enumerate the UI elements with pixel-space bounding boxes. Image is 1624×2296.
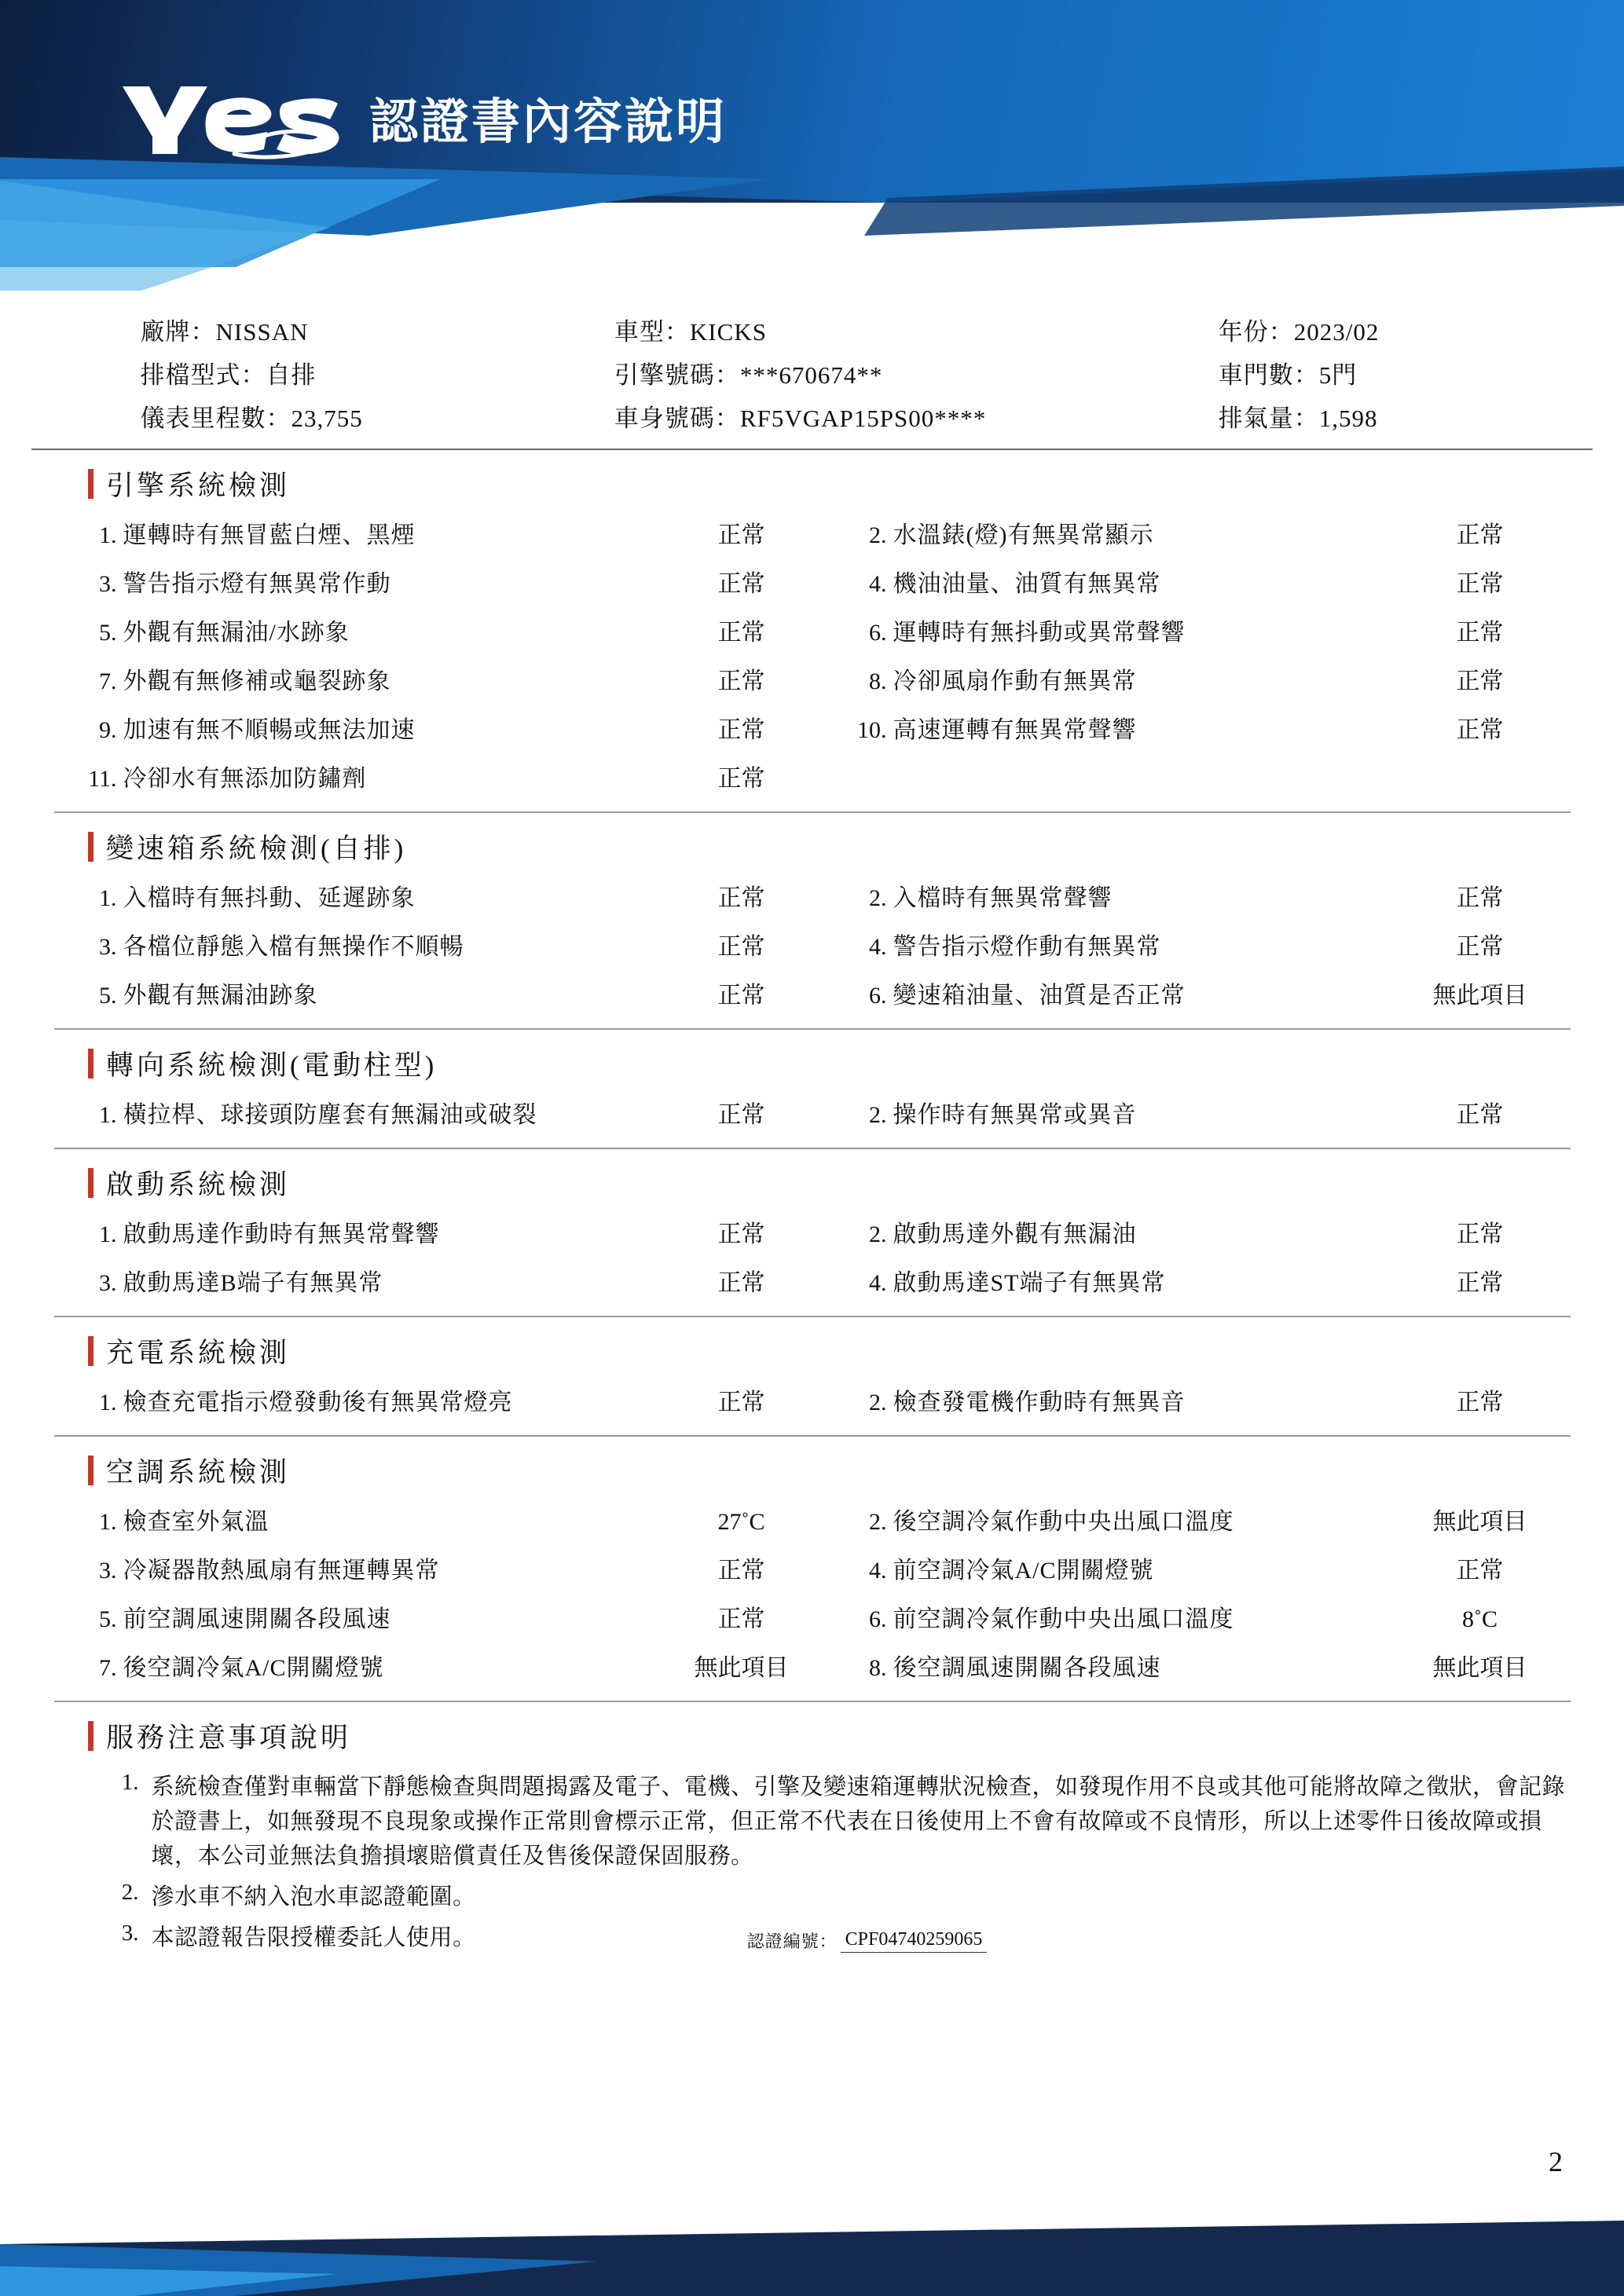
vehicle-info-row bbox=[54, 394, 1571, 438]
item-label: 機油油量、油質有無異常 bbox=[893, 571, 1161, 597]
section-header-engine bbox=[88, 464, 1593, 504]
item-label: 檢查室外氣溫 bbox=[123, 1509, 269, 1535]
item-number: 2. bbox=[869, 1509, 887, 1535]
check-item bbox=[54, 661, 824, 696]
item-row bbox=[54, 508, 1571, 557]
item-number: 7. bbox=[99, 668, 117, 694]
page-header bbox=[0, 0, 1624, 291]
item-number: 4. bbox=[869, 1558, 887, 1584]
page-number: 2 bbox=[1549, 2146, 1563, 2177]
item-label: 啟動馬達外觀有無漏油 bbox=[893, 1221, 1137, 1247]
item-label: 變速箱油量、油質是否正常 bbox=[893, 983, 1186, 1009]
item-value: 正常 bbox=[717, 934, 765, 960]
section-accent-bar bbox=[88, 832, 93, 862]
item-label: 運轉時有無冒藍白煙、黑煙 bbox=[123, 522, 416, 548]
item-label: 檢查發電機作動時有無異音 bbox=[893, 1390, 1186, 1415]
item-number: 3. bbox=[99, 1270, 117, 1296]
section-items-steering bbox=[54, 1088, 1571, 1149]
item-value: 無此項目 bbox=[1432, 983, 1527, 1009]
item-number: 5. bbox=[99, 983, 117, 1009]
check-item bbox=[54, 613, 824, 647]
section-items-engine bbox=[54, 508, 1571, 813]
section-title: 空調系統檢測 bbox=[106, 1457, 291, 1488]
item-label: 前空調冷氣作動中央出風口溫度 bbox=[893, 1606, 1234, 1632]
note-number: 3. bbox=[121, 1921, 139, 1946]
item-value: 正常 bbox=[717, 885, 765, 911]
note-text: 滲水車不納入泡水車認證範圍。 bbox=[151, 1884, 476, 1910]
item-number: 4. bbox=[869, 571, 887, 597]
check-item bbox=[824, 1599, 1571, 1634]
check-item bbox=[824, 976, 1571, 1010]
item-label: 啟動馬達ST端子有無異常 bbox=[893, 1270, 1166, 1296]
item-label: 後空調風速開關各段風速 bbox=[893, 1655, 1161, 1681]
check-item bbox=[54, 1382, 824, 1417]
section-title: 充電系統檢測 bbox=[106, 1338, 291, 1368]
item-value: 正常 bbox=[717, 983, 765, 1009]
section-header-notes bbox=[88, 1716, 1593, 1756]
item-value: 正常 bbox=[1456, 1270, 1504, 1296]
item-value: 正常 bbox=[1456, 1558, 1504, 1584]
item-value: 正常 bbox=[1456, 934, 1504, 960]
item-number: 4. bbox=[869, 1270, 887, 1296]
item-number: 6. bbox=[869, 983, 887, 1009]
section-title: 啟動系統檢測 bbox=[106, 1170, 291, 1200]
section-header-starter bbox=[88, 1163, 1593, 1203]
note-item bbox=[54, 1767, 1571, 1877]
item-label: 各檔位靜態入檔有無操作不順暢 bbox=[123, 934, 464, 960]
check-item bbox=[824, 564, 1571, 599]
section-items-charging bbox=[54, 1375, 1571, 1437]
item-number: 3. bbox=[99, 934, 117, 960]
item-label: 檢查充電指示燈發動後有無異常燈亮 bbox=[123, 1390, 513, 1415]
check-item bbox=[54, 1648, 824, 1683]
item-value: 正常 bbox=[1456, 522, 1504, 548]
note-text: 系統檢查僅對車輛當下靜態檢查與問題揭露及電子、電機、引擎及變速箱運轉狀況檢查，如發現作用不良或其他可能將故障之徵狀，會記錄於證書上，如無發現不良現象或操作正常則會標示正常，但正常不代表在日後使用上不會有故障或不良情形，所以上述零件日後故障或損壞，本公司並無法負擔損壞賠償責任及售後保證保固服務。 bbox=[151, 1774, 1566, 1869]
item-value: 正常 bbox=[1456, 1390, 1504, 1415]
item-number: 1. bbox=[99, 885, 117, 911]
vehicle-info-block bbox=[31, 308, 1593, 450]
vehicle-info-row bbox=[54, 351, 1571, 394]
item-value: 正常 bbox=[1456, 571, 1504, 597]
note-text: 本認證報告限授權委託人使用。 bbox=[151, 1925, 476, 1951]
check-item bbox=[824, 1648, 1571, 1683]
check-item bbox=[824, 878, 1571, 913]
item-number: 7. bbox=[99, 1655, 117, 1681]
check-item bbox=[54, 976, 824, 1010]
check-item bbox=[824, 661, 1571, 696]
item-row bbox=[54, 1592, 1571, 1641]
check-item bbox=[824, 515, 1571, 550]
item-label: 入檔時有無抖動、延遲跡象 bbox=[123, 885, 416, 911]
item-label: 外觀有無漏油跡象 bbox=[123, 983, 318, 1009]
item-label: 前空調冷氣A/C開關燈號 bbox=[893, 1558, 1154, 1584]
section-accent-bar bbox=[88, 1721, 93, 1751]
vehicle-door-count: 車門數：5門 bbox=[1218, 361, 1358, 389]
item-value: 無此項目 bbox=[694, 1655, 789, 1681]
vehicle-mileage: 儀表里程數：23,755 bbox=[140, 405, 363, 432]
page-title: 認證書內容說明 bbox=[369, 93, 728, 150]
item-number: 1. bbox=[99, 1102, 117, 1128]
page-footer bbox=[0, 2202, 1624, 2296]
item-row bbox=[54, 920, 1571, 969]
item-row bbox=[54, 654, 1571, 703]
item-label: 啟動馬達B端子有無異常 bbox=[123, 1270, 383, 1296]
vehicle-brand: 廠牌：NISSAN bbox=[140, 318, 309, 346]
section-title: 轉向系統檢測(電動柱型) bbox=[106, 1050, 438, 1081]
item-row bbox=[54, 1495, 1571, 1543]
item-row bbox=[54, 1207, 1571, 1256]
note-number: 2. bbox=[121, 1880, 139, 1906]
section-title: 引擎系統檢測 bbox=[106, 471, 291, 501]
item-label: 警告指示燈有無異常作動 bbox=[123, 571, 391, 597]
check-item bbox=[54, 710, 824, 745]
item-label: 高速運轉有無異常聲響 bbox=[893, 717, 1137, 743]
item-label: 加速有無不順暢或無法加速 bbox=[123, 717, 416, 743]
certificate-number-value: CPF04740259065 bbox=[841, 1929, 988, 1953]
item-value: 正常 bbox=[717, 620, 765, 646]
item-value: 正常 bbox=[717, 668, 765, 694]
yes-logo bbox=[116, 72, 352, 167]
item-number: 9. bbox=[99, 717, 117, 743]
check-item bbox=[54, 1502, 824, 1536]
item-value: 正常 bbox=[717, 717, 765, 743]
item-number: 5. bbox=[99, 620, 117, 646]
item-number: 3. bbox=[99, 571, 117, 597]
item-value: 正常 bbox=[717, 1606, 765, 1632]
check-item bbox=[824, 1502, 1571, 1536]
item-value: 正常 bbox=[1456, 717, 1504, 743]
section-accent-bar bbox=[88, 1336, 93, 1366]
section-header-transmission bbox=[88, 827, 1593, 866]
item-row bbox=[54, 1375, 1571, 1424]
item-row bbox=[54, 703, 1571, 752]
vehicle-displacement: 排氣量：1,598 bbox=[1218, 405, 1378, 432]
item-value: 正常 bbox=[1456, 1102, 1504, 1128]
item-number: 11. bbox=[88, 766, 117, 792]
vehicle-model: 車型：KICKS bbox=[614, 318, 767, 346]
item-number: 2. bbox=[869, 1102, 887, 1128]
note-item bbox=[54, 1877, 1571, 1917]
item-number: 3. bbox=[99, 1558, 117, 1584]
item-row bbox=[54, 557, 1571, 606]
item-row bbox=[54, 1641, 1571, 1690]
item-value: 正常 bbox=[1456, 1221, 1504, 1247]
item-number: 1. bbox=[99, 522, 117, 548]
item-value: 無此項目 bbox=[1432, 1655, 1527, 1681]
item-row bbox=[54, 752, 1571, 800]
item-value: 正常 bbox=[717, 1270, 765, 1296]
item-value: 正常 bbox=[717, 1390, 765, 1415]
section-accent-bar bbox=[88, 469, 93, 499]
check-item bbox=[54, 878, 824, 913]
check-item bbox=[824, 710, 1571, 745]
note-number: 1. bbox=[121, 1770, 139, 1795]
check-item bbox=[54, 927, 824, 961]
section-accent-bar bbox=[88, 1456, 93, 1485]
item-row bbox=[54, 969, 1571, 1017]
vehicle-transmission: 排檔型式：自排 bbox=[140, 361, 317, 389]
item-label: 外觀有無漏油/水跡象 bbox=[123, 620, 350, 646]
item-label: 橫拉桿、球接頭防塵套有無漏油或破裂 bbox=[123, 1102, 537, 1128]
item-number: 2. bbox=[869, 1390, 887, 1415]
item-number: 1. bbox=[99, 1390, 117, 1415]
check-item bbox=[54, 1095, 824, 1130]
item-label: 冷卻風扇作動有無異常 bbox=[893, 668, 1137, 694]
certificate-number-label: 認證編號： bbox=[746, 1932, 838, 1952]
item-label: 水溫錶(燈)有無異常顯示 bbox=[893, 522, 1154, 548]
check-item bbox=[54, 1551, 824, 1585]
check-item bbox=[824, 1263, 1571, 1298]
item-label: 入檔時有無異常聲響 bbox=[893, 885, 1113, 911]
item-label: 運轉時有無抖動或異常聲響 bbox=[893, 620, 1186, 646]
item-number: 6. bbox=[869, 1606, 887, 1632]
check-item bbox=[824, 1551, 1571, 1585]
item-label: 操作時有無異常或異音 bbox=[893, 1102, 1137, 1128]
item-number: 8. bbox=[869, 1655, 887, 1681]
vehicle-year: 年份：2023/02 bbox=[1218, 318, 1380, 346]
item-row bbox=[54, 1256, 1571, 1305]
check-item-empty bbox=[824, 759, 1571, 793]
page-body bbox=[0, 308, 1624, 1953]
item-label: 啟動馬達作動時有無異常聲響 bbox=[123, 1221, 440, 1247]
item-value: 正常 bbox=[1456, 885, 1504, 911]
vehicle-engine-number: 引擎號碼：***670674** bbox=[614, 361, 883, 389]
item-number: 4. bbox=[869, 934, 887, 960]
item-number: 2. bbox=[869, 885, 887, 911]
item-value: 無此項目 bbox=[1432, 1509, 1527, 1535]
section-header-steering bbox=[88, 1044, 1593, 1083]
item-label: 警告指示燈作動有無異常 bbox=[893, 934, 1161, 960]
check-item bbox=[54, 1263, 824, 1298]
item-value: 正常 bbox=[717, 571, 765, 597]
item-value: 正常 bbox=[717, 1221, 765, 1247]
check-item bbox=[824, 927, 1571, 961]
check-item bbox=[824, 1214, 1571, 1249]
check-item bbox=[54, 515, 824, 550]
item-row bbox=[54, 606, 1571, 654]
item-number: 6. bbox=[869, 620, 887, 646]
check-item bbox=[54, 759, 824, 793]
check-item bbox=[824, 1095, 1571, 1130]
item-number: 10. bbox=[857, 717, 887, 743]
item-number: 8. bbox=[869, 668, 887, 694]
section-items-starter bbox=[54, 1207, 1571, 1317]
item-label: 冷卻水有無添加防鏽劑 bbox=[123, 766, 367, 792]
item-label: 後空調冷氣A/C開關燈號 bbox=[123, 1655, 384, 1681]
item-row bbox=[54, 1543, 1571, 1592]
item-value: 正常 bbox=[1456, 620, 1504, 646]
section-items-transmission bbox=[54, 871, 1571, 1030]
item-value: 正常 bbox=[1456, 668, 1504, 694]
item-number: 5. bbox=[99, 1606, 117, 1632]
item-number: 1. bbox=[99, 1221, 117, 1247]
item-row bbox=[54, 1088, 1571, 1137]
vehicle-info-row bbox=[54, 308, 1571, 351]
check-item bbox=[824, 613, 1571, 647]
item-label: 前空調風速開關各段風速 bbox=[123, 1606, 391, 1632]
item-row bbox=[54, 871, 1571, 920]
item-value: 正常 bbox=[717, 1102, 765, 1128]
section-items-ac bbox=[54, 1495, 1571, 1702]
section-title: 服務注意事項說明 bbox=[106, 1723, 352, 1753]
item-label: 冷凝器散熱風扇有無運轉異常 bbox=[123, 1558, 440, 1584]
section-header-charging bbox=[88, 1331, 1593, 1371]
item-value: 8˚C bbox=[1462, 1606, 1498, 1632]
section-accent-bar bbox=[88, 1049, 93, 1078]
item-value: 正常 bbox=[717, 766, 765, 792]
item-number: 1. bbox=[99, 1509, 117, 1535]
section-accent-bar bbox=[88, 1168, 93, 1198]
vehicle-vin: 車身號碼：RF5VGAP15PS00**** bbox=[614, 405, 987, 432]
check-item bbox=[54, 564, 824, 599]
item-label: 外觀有無修補或龜裂跡象 bbox=[123, 668, 391, 694]
section-title: 變速箱系統檢測(自排) bbox=[106, 833, 407, 864]
check-item bbox=[824, 1382, 1571, 1417]
item-value: 27˚C bbox=[717, 1509, 765, 1535]
check-item bbox=[54, 1599, 824, 1634]
item-number: 2. bbox=[869, 1221, 887, 1247]
item-value: 正常 bbox=[717, 522, 765, 548]
item-value: 正常 bbox=[717, 1558, 765, 1584]
item-number: 2. bbox=[869, 522, 887, 548]
check-item bbox=[54, 1214, 824, 1249]
item-label: 後空調冷氣作動中央出風口溫度 bbox=[893, 1509, 1234, 1535]
section-header-ac bbox=[88, 1451, 1593, 1490]
